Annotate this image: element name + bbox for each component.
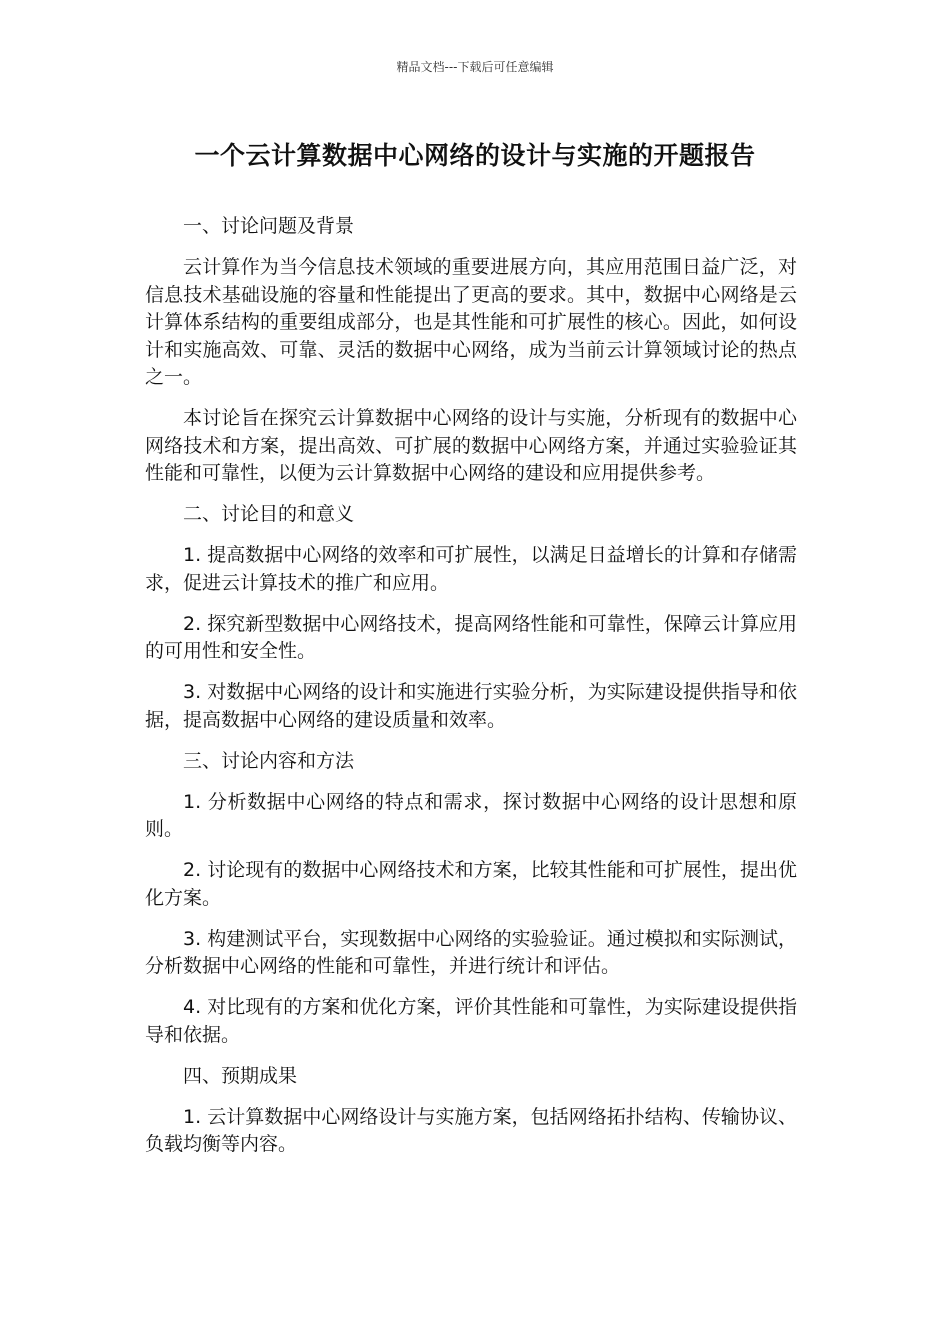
section-heading-content-methods: 三、讨论内容和方法 bbox=[183, 749, 355, 772]
document-body bbox=[145, 213, 797, 1172]
list-item: 2. 探究新型数据中心网络技术，提高网络性能和可靠性，保障云计算应用的可用性和安全性。 bbox=[145, 612, 797, 662]
list-item: 2. 讨论现有的数据中心网络技术和方案，比较其性能和可扩展性，提出优化方案。 bbox=[145, 859, 797, 909]
section-heading-expected-results: 四、预期成果 bbox=[183, 1064, 298, 1087]
header-note: 精品文档---下载后可任意编辑 bbox=[396, 60, 554, 74]
list-item: 1. 提高数据中心网络的效率和可扩展性，以满足日益增长的计算和存储需求，促进云计算技术的推广和应用。 bbox=[145, 544, 797, 594]
paragraph: 本讨论旨在探究云计算数据中心网络的设计与实施，分析现有的数据中心网络技术和方案，提出高效、可扩展的数据中心网络方案，并通过实验验证其性能和可靠性，以便为云计算数据中心网络的建设和应用提供参考。 bbox=[145, 407, 797, 484]
list-item: 4. 对比现有的方案和优化方案，评价其性能和可靠性，为实际建设提供指导和依据。 bbox=[145, 996, 797, 1046]
list-item: 3. 构建测试平台，实现数据中心网络的实验验证。通过模拟和实际测试，分析数据中心网络的性能和可靠性，并进行统计和评估。 bbox=[145, 927, 797, 977]
paragraph: 云计算作为当今信息技术领域的重要进展方向，其应用范围日益广泛，对信息技术基础设施的容量和性能提出了更高的要求。其中，数据中心网络是云计算体系结构的重要组成部分，也是其性能和可扩展性的核心。因此，如何设计和实施高效、可靠、灵活的数据中心网络，成为当前云计算领域讨论的热点之一。 bbox=[145, 256, 797, 388]
list-item: 3. 对数据中心网络的设计和实施进行实验分析，为实际建设提供指导和依据，提高数据中心网络的建设质量和效率。 bbox=[145, 681, 797, 731]
section-heading-background: 一、讨论问题及背景 bbox=[183, 215, 355, 237]
section-heading-purpose: 二、讨论目的和意义 bbox=[183, 503, 355, 525]
list-item: 1. 云计算数据中心网络设计与实施方案，包括网络拓扑结构、传输协议、负载均衡等内容。 bbox=[145, 1105, 797, 1155]
document-title: 一个云计算数据中心网络的设计与实施的开题报告 bbox=[194, 141, 756, 170]
list-item: 1. 分析数据中心网络的特点和需求，探讨数据中心网络的设计思想和原则。 bbox=[145, 790, 797, 840]
